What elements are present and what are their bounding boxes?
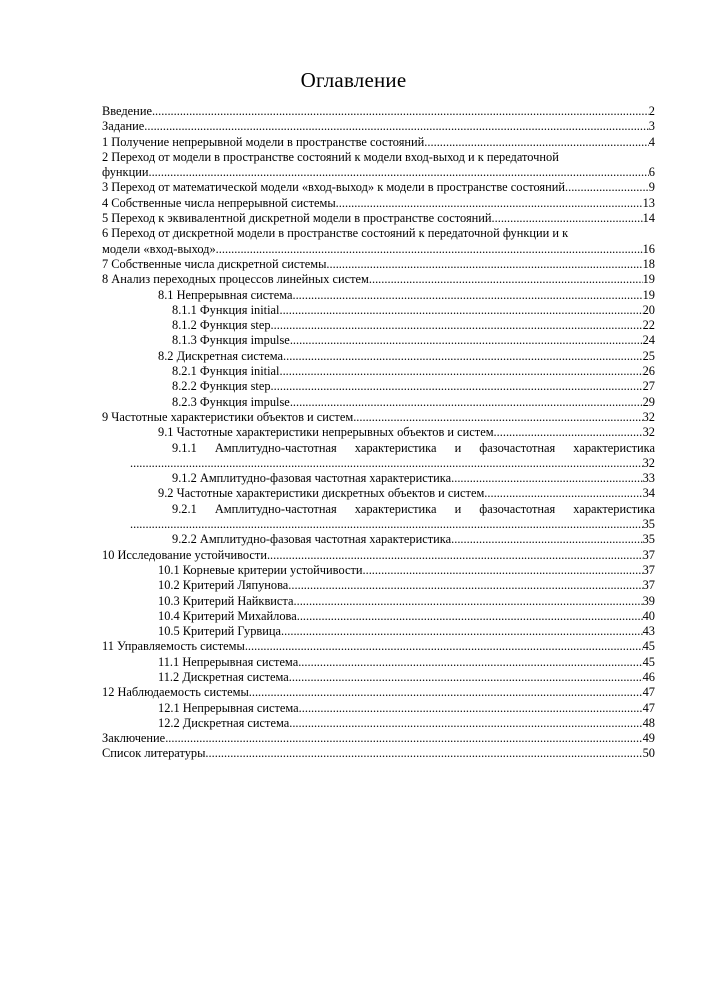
toc-entry[interactable] [102, 196, 655, 211]
toc-entry[interactable] [102, 486, 655, 501]
toc-leader-dots [289, 716, 642, 731]
toc-page-number: 32 [642, 425, 655, 440]
toc-entry[interactable] [102, 303, 655, 318]
toc-entry-multiline[interactable] [102, 150, 655, 181]
toc-page-number: 45 [642, 639, 655, 654]
toc-page-number: 13 [642, 195, 655, 210]
toc-entry-text: 10.4 Критерий Михайлова [158, 608, 297, 623]
toc-page-number: 33 [642, 471, 655, 486]
toc-leader-dots [424, 135, 649, 150]
toc-entry-text: 7 Собственные числа дискретной системы [102, 256, 327, 271]
toc-entry-text: 8.1.3 Функция impulse [172, 333, 290, 348]
table-of-contents [102, 104, 655, 762]
toc-page-number: 22 [642, 318, 655, 333]
toc-leader-dots [279, 364, 642, 379]
toc-leader-dots [130, 517, 643, 532]
toc-entry[interactable] [102, 639, 655, 654]
toc-entry-text: 11 Управляемость системы [102, 639, 245, 654]
toc-entry[interactable] [102, 548, 655, 563]
toc-leader-dots [288, 578, 642, 593]
toc-leader-dots [249, 685, 643, 700]
toc-entry[interactable] [102, 746, 655, 761]
toc-entry-text: модели «вход-выход» [102, 241, 216, 256]
toc-entry[interactable] [102, 670, 655, 685]
toc-page-number: 35 [642, 532, 655, 547]
toc-page-number: 37 [642, 562, 655, 577]
toc-entry-text: 10.1 Корневые критерии устойчивости [158, 562, 363, 577]
toc-entry-text: 5 Переход к эквивалентной дискретной модели в пространстве состояний [102, 211, 492, 226]
toc-entry-text: Список литературы [102, 746, 206, 761]
toc-page-number: 20 [642, 302, 655, 317]
toc-entry[interactable] [102, 288, 655, 303]
toc-entry-text-line1: 2 Переход от модели в пространстве состояний к модели вход-выход и к передаточной [102, 149, 559, 164]
toc-page-number: 39 [642, 593, 655, 608]
toc-entry-text: 4 Собственные числа непрерывной системы [102, 195, 336, 210]
toc-page-number: 34 [642, 486, 655, 501]
toc-leader-dots [292, 288, 642, 303]
toc-leader-dots [363, 563, 643, 578]
toc-entry-text: 12.2 Дискретная система [158, 715, 290, 730]
toc-entry[interactable] [102, 578, 655, 593]
toc-leader-dots [279, 303, 642, 318]
toc-entry-text: 9.1 Частотные характеристики непрерывных объектов и систем [158, 425, 494, 440]
toc-entry[interactable] [102, 104, 655, 119]
toc-page-number: 32 [642, 455, 655, 470]
toc-page-number: 37 [642, 578, 655, 593]
toc-entry-text-line1: 9.1.1 Амплитудно-частотная характеристика и фазочастотная характеристика [172, 440, 655, 455]
toc-entry-text: Заключение [102, 731, 166, 746]
toc-entry[interactable] [102, 716, 655, 731]
toc-leader-dots [290, 333, 643, 348]
toc-entry[interactable] [102, 379, 655, 394]
toc-page-number: 47 [642, 685, 655, 700]
toc-leader-dots [326, 257, 642, 272]
toc-entry-text-line1: 6 Переход от дискретной модели в пространстве состояний к передаточной функции и к [102, 226, 569, 241]
toc-leader-dots [271, 379, 643, 394]
toc-leader-dots [267, 548, 643, 563]
toc-entry[interactable] [102, 257, 655, 272]
toc-entry-text: 8.2 Дискретная система [158, 348, 284, 363]
toc-leader-dots [281, 624, 643, 639]
toc-entry-text: 10.2 Критерий Ляпунова [158, 578, 289, 593]
toc-page-number: 24 [642, 333, 655, 348]
toc-entry[interactable] [102, 425, 655, 440]
toc-entry[interactable] [102, 135, 655, 150]
toc-entry-text: 9 Частотные характеристики объектов и систем [102, 409, 354, 424]
toc-entry-text: 10.5 Критерий Гурвица [158, 624, 282, 639]
toc-leader-dots [353, 410, 642, 425]
toc-entry-text: 11.2 Дискретная система [158, 669, 289, 684]
toc-leader-dots [492, 211, 643, 226]
toc-page-number: 32 [642, 409, 655, 424]
toc-entry-multiline[interactable] [102, 502, 655, 533]
toc-leader-dots [144, 119, 649, 134]
toc-leader-dots [451, 471, 642, 486]
toc-entry[interactable] [102, 609, 655, 624]
toc-entry-text: 8.2.2 Функция step [172, 379, 271, 394]
toc-page-number: 29 [642, 394, 655, 409]
toc-entry-text: 8.1.2 Функция step [172, 318, 271, 333]
toc-entry[interactable] [102, 349, 655, 364]
toc-entry-multiline[interactable] [102, 441, 655, 472]
toc-entry-text: 1 Получение непрерывной модели в пространстве состояний [102, 134, 425, 149]
toc-entry[interactable] [102, 624, 655, 639]
toc-page-number: 25 [642, 348, 655, 363]
toc-page-number: 26 [642, 364, 655, 379]
toc-entry[interactable] [102, 180, 655, 195]
toc-leader-dots [336, 196, 643, 211]
toc-leader-dots [494, 425, 643, 440]
toc-page-number: 27 [642, 379, 655, 394]
toc-leader-dots [369, 272, 643, 287]
toc-page-number: 45 [642, 654, 655, 669]
toc-entry-text: 8.1.1 Функция initial [172, 302, 280, 317]
toc-entry-text: 8.2.3 Функция impulse [172, 394, 290, 409]
toc-leader-dots [297, 609, 643, 624]
toc-entry-text: 8 Анализ переходных процессов линейных систем [102, 272, 369, 287]
toc-entry-text: 8.1 Непрерывная система [158, 287, 293, 302]
toc-entry-text-line1: 9.2.1 Амплитудно-частотная характеристика и фазочастотная характеристика [172, 501, 655, 516]
toc-entry-text: 3 Переход от математической модели «вход-выход» к модели в пространстве состояний [102, 180, 566, 195]
toc-leader-dots [130, 456, 643, 471]
toc-entry[interactable] [102, 318, 655, 333]
toc-entry[interactable] [102, 731, 655, 746]
toc-page-number: 3 [648, 119, 655, 134]
toc-leader-dots [451, 532, 642, 547]
toc-leader-dots [148, 165, 648, 180]
toc-entry-text: 10.3 Критерий Найквиста [158, 593, 294, 608]
toc-page-number: 2 [648, 104, 655, 118]
toc-entry-text: 12.1 Непрерывная система [158, 700, 299, 715]
toc-page-number: 50 [642, 746, 655, 761]
toc-leader-dots [290, 395, 643, 410]
toc-entry[interactable] [102, 594, 655, 609]
toc-entry[interactable] [102, 119, 655, 134]
toc-page-number: 16 [642, 241, 655, 256]
toc-entry-text: функции [102, 165, 149, 180]
toc-entry[interactable] [102, 395, 655, 410]
toc-entry[interactable] [102, 211, 655, 226]
toc-page-number: 48 [642, 715, 655, 730]
toc-page-number: 43 [642, 624, 655, 639]
toc-entry[interactable] [102, 364, 655, 379]
toc-leader-dots [216, 242, 643, 257]
toc-entry-text: 9.2.2 Амплитудно-фазовая частотная характеристика [172, 532, 452, 547]
toc-entry-multiline[interactable] [102, 226, 655, 257]
toc-leader-dots [565, 180, 649, 195]
toc-entry[interactable] [102, 685, 655, 700]
toc-page-number: 37 [642, 547, 655, 562]
toc-page-number: 40 [642, 608, 655, 623]
toc-page-number: 49 [642, 731, 655, 746]
toc-page-number: 19 [642, 272, 655, 287]
toc-entry[interactable] [102, 333, 655, 348]
page-title: Оглавление [300, 68, 407, 92]
toc-leader-dots [484, 486, 642, 501]
toc-leader-dots [298, 655, 642, 670]
toc-entry[interactable] [102, 563, 655, 578]
toc-entry-text: 9.1.2 Амплитудно-фазовая частотная характеристика [172, 471, 452, 486]
toc-entry-text: Введение [102, 104, 152, 118]
toc-entry[interactable] [102, 655, 655, 670]
toc-entry-text: Задание [102, 119, 145, 134]
toc-leader-dots [271, 318, 643, 333]
toc-entry[interactable] [102, 532, 655, 547]
toc-entry-text: 12 Наблюдаемость системы [102, 685, 249, 700]
toc-page-number: 19 [642, 287, 655, 302]
toc-entry[interactable] [102, 272, 655, 287]
toc-leader-dots [165, 731, 642, 746]
toc-leader-dots [299, 701, 643, 716]
toc-page-number: 4 [648, 134, 655, 149]
toc-page-number: 6 [648, 165, 655, 180]
toc-entry-text: 10 Исследование устойчивости [102, 547, 267, 562]
toc-leader-dots [289, 670, 643, 685]
toc-leader-dots [205, 746, 642, 761]
toc-leader-dots [294, 594, 643, 609]
toc-page-number: 35 [642, 517, 655, 532]
toc-entry[interactable] [102, 701, 655, 716]
toc-page-number: 46 [642, 669, 655, 684]
toc-entry[interactable] [102, 410, 655, 425]
toc-leader-dots [152, 104, 649, 119]
toc-page-number: 47 [642, 700, 655, 715]
toc-leader-dots [283, 349, 643, 364]
toc-leader-dots [245, 639, 643, 654]
toc-page-number: 18 [642, 256, 655, 271]
toc-entry-text: 8.2.1 Функция initial [172, 364, 280, 379]
toc-page-number: 14 [642, 211, 655, 226]
toc-entry-text: 9.2 Частотные характеристики дискретных объектов и систем [158, 486, 485, 501]
toc-page-number: 9 [648, 180, 655, 195]
toc-entry-text: 11.1 Непрерывная система [158, 654, 299, 669]
toc-entry[interactable] [102, 471, 655, 486]
